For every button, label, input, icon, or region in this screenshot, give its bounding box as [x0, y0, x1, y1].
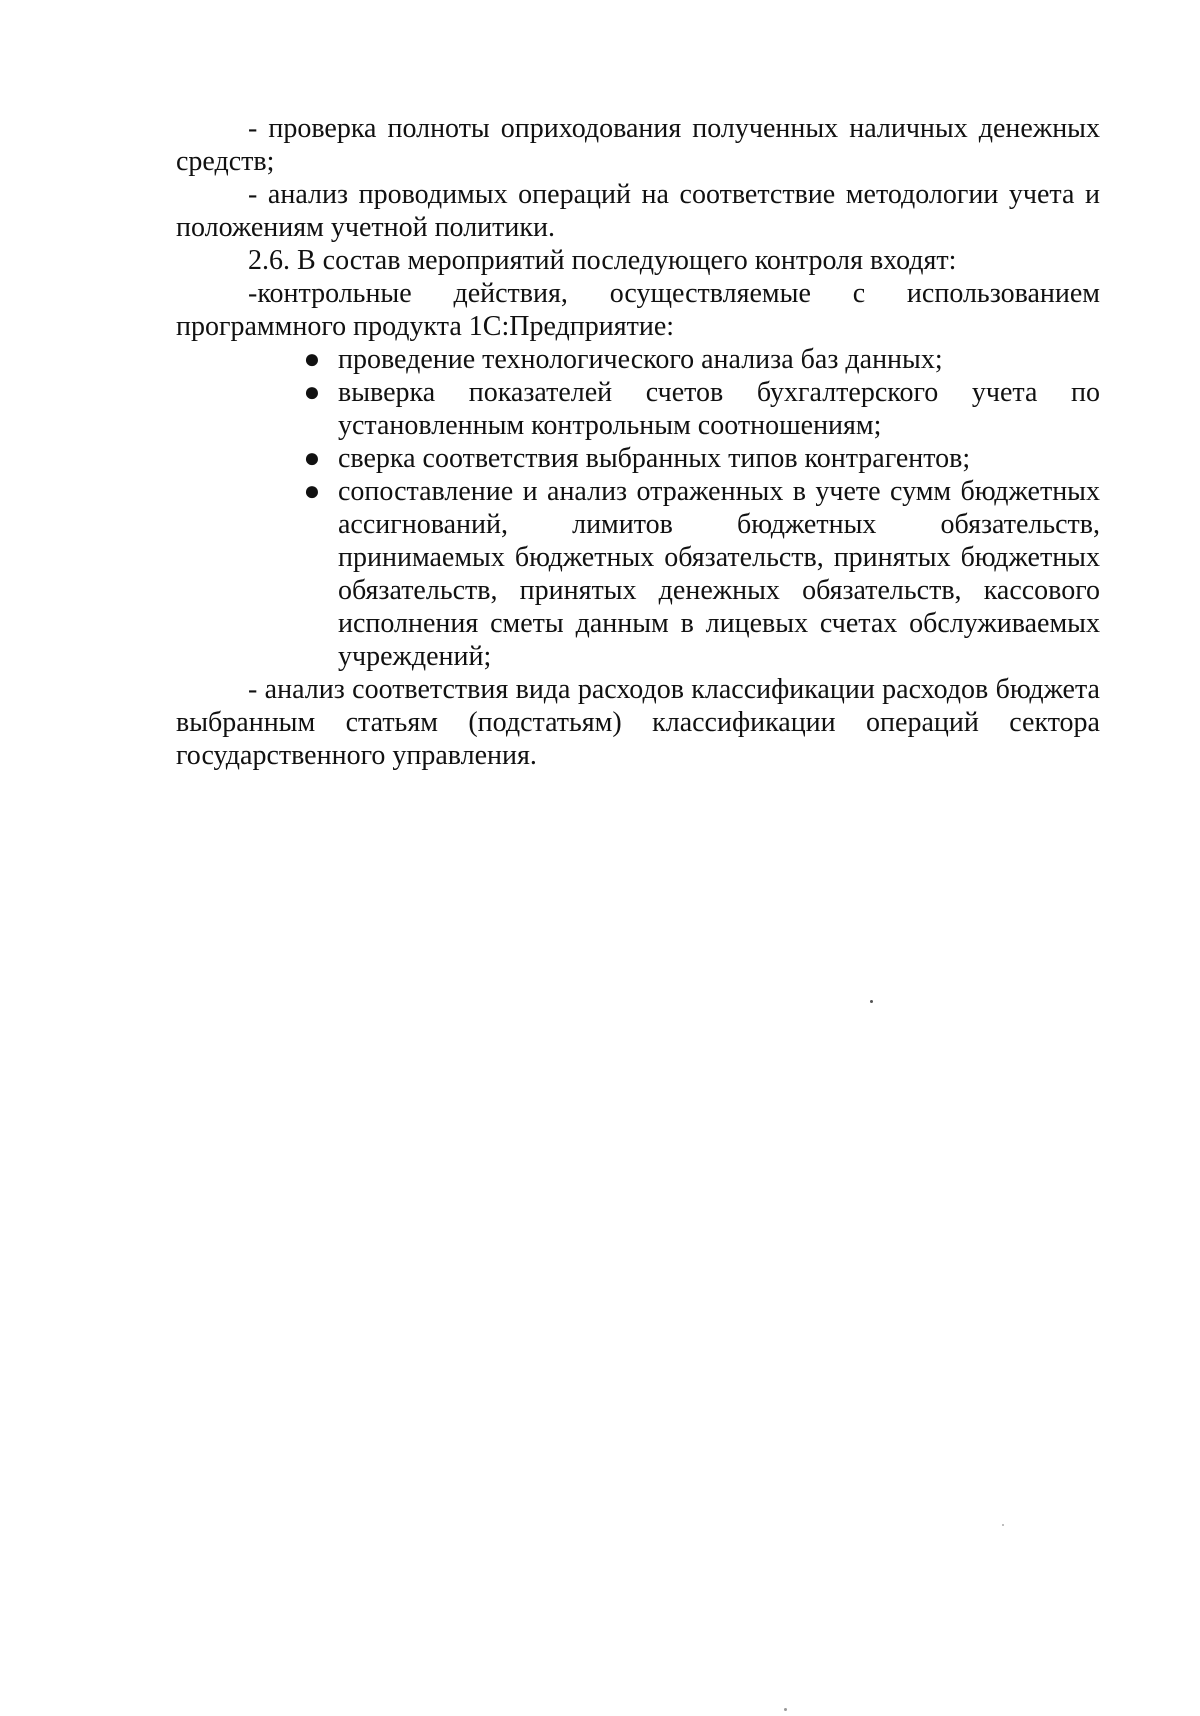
paragraph-expense-classification: - анализ соответствия вида расходов классификации расходов бюджета выбранным статьям (подстатьям) классификации операций сектора государственного управления. — [176, 674, 1100, 771]
bullet-icon: ● — [303, 443, 321, 474]
scan-speck — [784, 1708, 787, 1711]
control-measures-list — [176, 343, 1100, 673]
list-item-text: выверка показателей счетов бухгалтерского учета по установленным контрольным соотношениям; — [338, 377, 1100, 441]
list-item-text: проведение технологического анализа баз данных; — [338, 344, 943, 375]
list-item — [303, 376, 1100, 442]
scan-speck — [870, 1000, 873, 1003]
list-item — [303, 475, 1100, 673]
paragraph-operations-analysis: - анализ проводимых операций на соответствие методологии учета и положениям учетной политики. — [176, 179, 1100, 243]
list-item-text: сопоставление и анализ отраженных в учете сумм бюджетных ассигнований, лимитов бюджетных обязательств, принимаемых бюджетных обязательств, принятых бюджетных обязательств, принятых денежных обязательств, кассового исполнения сметы данным в лицевых счетах обслуживаемых учреждений; — [338, 476, 1100, 672]
list-item — [303, 442, 1100, 475]
scan-speck — [1002, 1524, 1004, 1526]
document-body — [176, 112, 1100, 772]
list-item-text: сверка соответствия выбранных типов контрагентов; — [338, 443, 971, 474]
section-heading-2-6: 2.6. В состав мероприятий последующего контроля входят: — [248, 245, 957, 276]
list-item — [303, 343, 1100, 376]
paragraph-cash-receipt-check: - проверка полноты оприходования полученных наличных денежных средств; — [176, 113, 1100, 177]
paragraph-control-actions: -контрольные действия, осуществляемые с использованием программного продукта 1С:Предприятие: — [176, 278, 1100, 342]
bullet-icon: ● — [303, 344, 321, 375]
bullet-icon: ● — [303, 476, 321, 507]
bullet-icon: ● — [303, 377, 321, 408]
